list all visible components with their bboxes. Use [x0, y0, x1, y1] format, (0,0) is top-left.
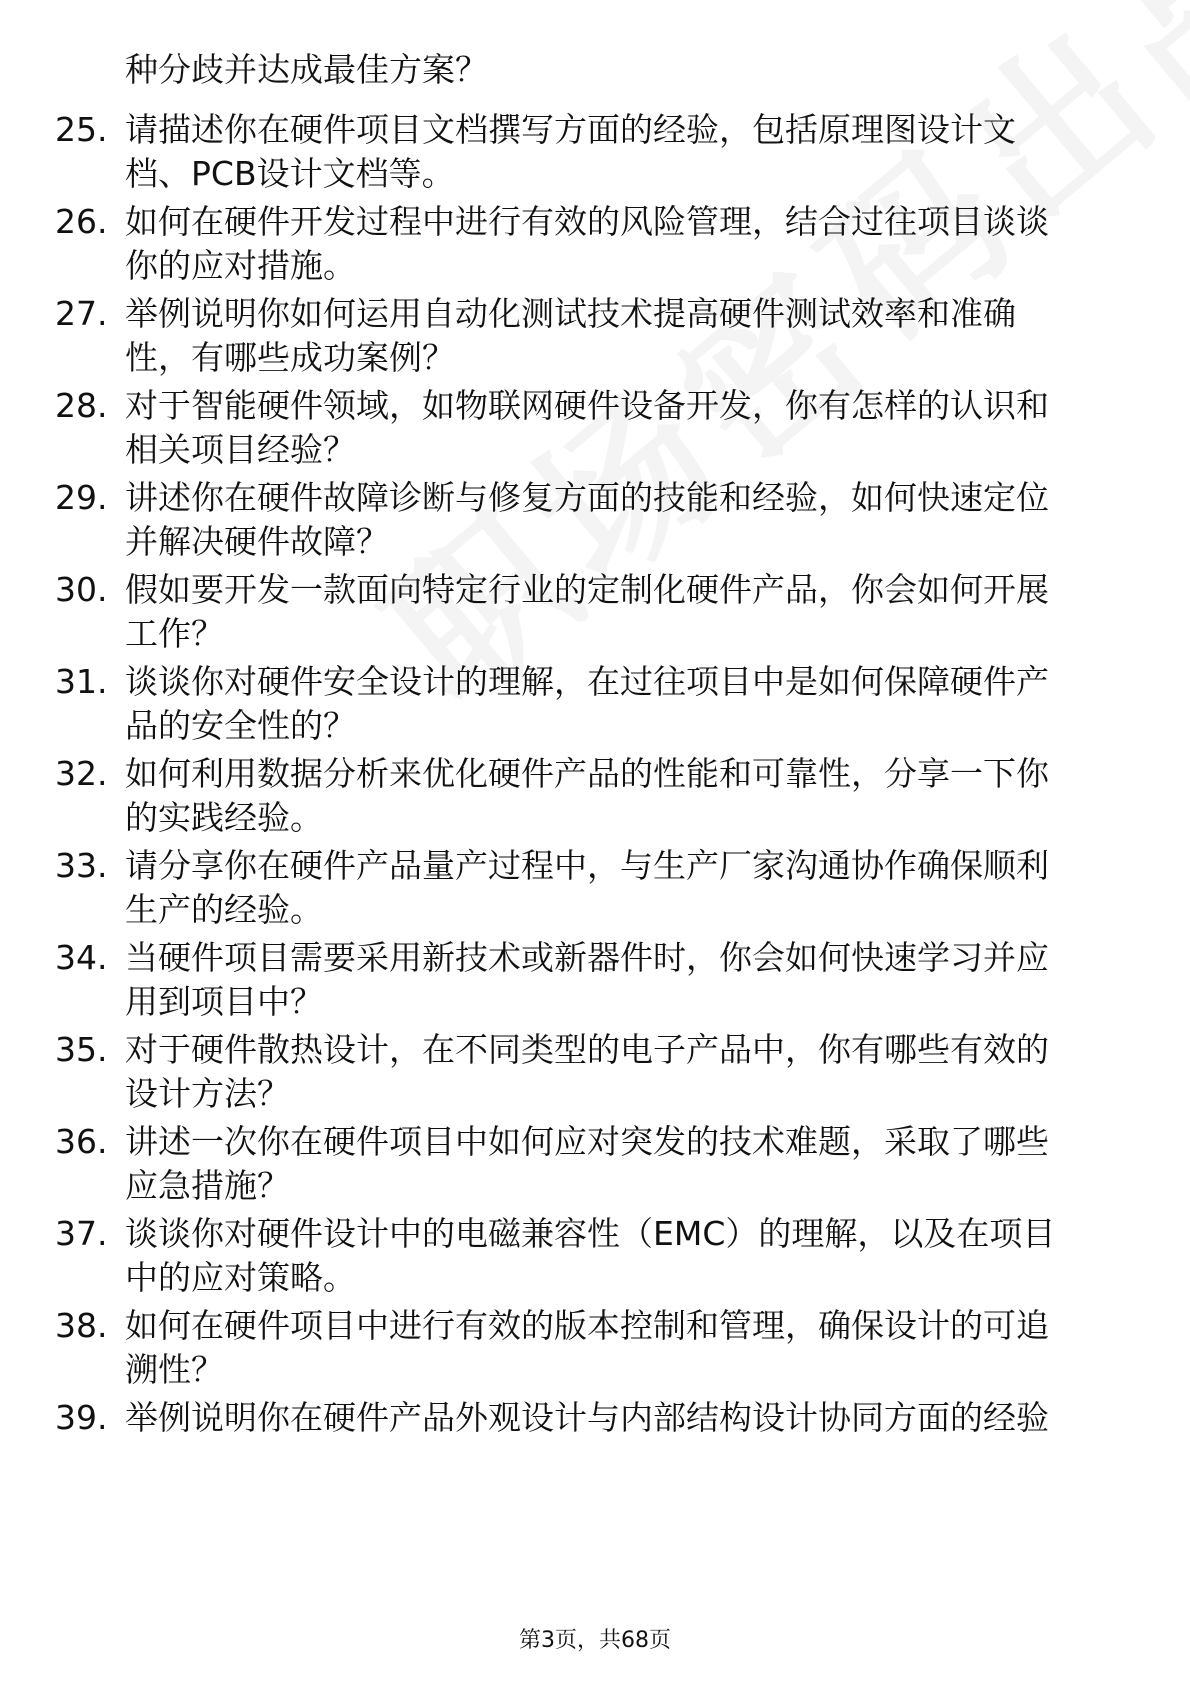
continuation-line: 种分歧并达成最佳方案？ — [125, 50, 488, 89]
question-text — [125, 200, 1105, 288]
question-number: 28. — [55, 386, 108, 425]
question-text — [125, 384, 1105, 472]
question-line: 性，有哪些成功案例？ — [125, 338, 455, 377]
question-line: 的实践经验。 — [125, 798, 323, 837]
question-line: 如何利用数据分析来优化硬件产品的性能和可靠性，分享一下你 — [125, 754, 1049, 793]
question-line: 品的安全性的？ — [125, 706, 356, 745]
question-line: 举例说明你如何运用自动化测试技术提高硬件测试效率和准确 — [125, 294, 1016, 333]
question-number: 32. — [55, 754, 108, 793]
question-line: 如何在硬件开发过程中进行有效的风险管理，结合过往项目谈谈 — [125, 202, 1049, 241]
question-number: 37. — [55, 1214, 108, 1253]
question-text — [125, 476, 1105, 564]
question-text — [125, 844, 1105, 932]
question-line: 工作？ — [125, 614, 224, 653]
question-text — [125, 752, 1105, 840]
question-text — [125, 936, 1105, 1024]
question-text — [125, 660, 1105, 748]
question-line: 如何在硬件项目中进行有效的版本控制和管理，确保设计的可追 — [125, 1306, 1049, 1345]
question-line: 档、PCB设计文档等。 — [125, 154, 455, 193]
page-number-footer: 第3页，共68页 — [519, 1628, 671, 1653]
question-number: 34. — [55, 938, 108, 977]
question-number: 29. — [55, 478, 108, 517]
question-line: 谈谈你对硬件安全设计的理解，在过往项目中是如何保障硬件产 — [125, 662, 1049, 701]
question-number: 27. — [55, 294, 108, 333]
question-text — [125, 1212, 1105, 1300]
question-number: 30. — [55, 570, 108, 609]
question-text — [125, 1120, 1105, 1208]
question-line: 生产的经验。 — [125, 890, 323, 929]
question-line: 你的应对措施。 — [125, 246, 356, 285]
question-number: 36. — [55, 1122, 108, 1161]
question-text — [125, 292, 1105, 380]
question-line: 谈谈你对硬件设计中的电磁兼容性（EMC）的理解，以及在项目 — [125, 1214, 1056, 1253]
question-line: 请描述你在硬件项目文档撰写方面的经验，包括原理图设计文 — [125, 110, 1016, 149]
question-number: 31. — [55, 662, 108, 701]
question-line: 对于硬件散热设计，在不同类型的电子产品中，你有哪些有效的 — [125, 1030, 1049, 1069]
question-line: 当硬件项目需要采用新技术或新器件时，你会如何快速学习并应 — [125, 938, 1049, 977]
question-line: 中的应对策略。 — [125, 1258, 356, 1297]
question-line: 用到项目中？ — [125, 982, 323, 1021]
question-line: 应急措施？ — [125, 1166, 290, 1205]
question-line: 请分享你在硬件产品量产过程中，与生产厂家沟通协作确保顺利 — [125, 846, 1049, 885]
question-number: 38. — [55, 1306, 108, 1345]
question-line: 设计方法？ — [125, 1074, 290, 1113]
question-line: 并解决硬件故障？ — [125, 522, 389, 561]
question-line: 讲述你在硬件故障诊断与修复方面的技能和经验，如何快速定位 — [125, 478, 1049, 517]
question-line: 举例说明你在硬件产品外观设计与内部结构设计协同方面的经验 — [125, 1398, 1049, 1437]
question-number: 35. — [55, 1030, 108, 1069]
question-number: 26. — [55, 202, 108, 241]
question-number: 25. — [55, 110, 108, 149]
question-text — [125, 1028, 1105, 1116]
question-line: 溯性？ — [125, 1350, 224, 1389]
question-number: 33. — [55, 846, 108, 885]
question-line: 假如要开发一款面向特定行业的定制化硬件产品，你会如何开展 — [125, 570, 1049, 609]
question-line: 对于智能硬件领域，如物联网硬件设备开发，你有怎样的认识和 — [125, 386, 1049, 425]
question-text — [125, 1396, 1105, 1440]
question-number: 39. — [55, 1398, 108, 1437]
question-text — [125, 108, 1105, 196]
question-text — [125, 568, 1105, 656]
question-line: 讲述一次你在硬件项目中如何应对突发的技术难题，采取了哪些 — [125, 1122, 1049, 1161]
question-text — [125, 1304, 1105, 1392]
question-line: 相关项目经验？ — [125, 430, 356, 469]
